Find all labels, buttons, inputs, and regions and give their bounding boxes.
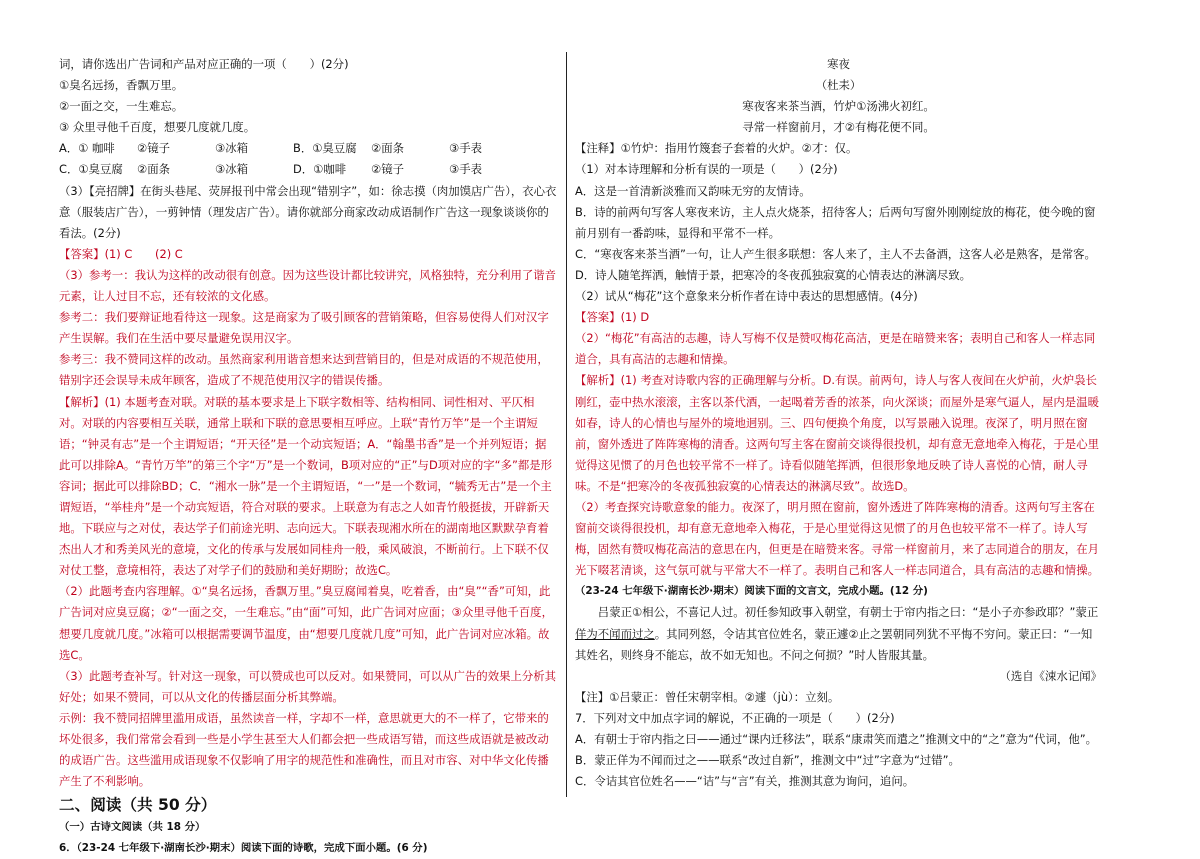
analysis-1: 【解析】(1) 考查对诗歌内容的正确理解与分析。D.有误。前两句，诗人与客人夜间在火炉前，火炉袅长刚红，壶中热水滚滚，主客以茶代酒，一起喝着芳香的浓茶，向火深谈；而屋外是寒气逼人，屋内是温暖如春，诗人的心情也与屋外的境地迥别。三、四句便换个角度，以写景融入说理。夜深了，明月照在窗前，窗外透进了阵阵寒梅的清香。这两句写主客在窗前交谈得很投机，却有意无意地牵入梅花，于是心里觉得这见惯了的月色也较平常不一样了。诗看似随笔挥洒，但很形象地反映了诗人喜悦的心情，耐人寻味。不是“把寒冷的冬夜孤独寂寞的心情表达的淋漓尽致”。故选D。 xyxy=(575,373,1099,493)
option-a-3: ③冰箱 xyxy=(215,141,248,156)
option-a-2: ②镜子 xyxy=(137,141,170,156)
option-a: A．① 咖啡 xyxy=(59,141,115,156)
left-column xyxy=(59,54,557,859)
poem-author: （杜耒） xyxy=(815,78,862,93)
options-row-2 xyxy=(59,159,557,180)
question-intro: 词，请你选出广告词和产品对应正确的一项（ ）(2分) xyxy=(59,57,349,71)
answer-2: （2）“梅花”有高洁的志趣，诗人写梅不仅是赞叹梅花高洁，更是在暗赞来客；表明自己和客人一样志同道合，具有高洁的志趣和情操。 xyxy=(575,331,1096,367)
option-c-3: ③冰箱 xyxy=(215,162,248,177)
reference-2: 参考二：我们要辩证地看待这一现象。这是商家为了吸引顾客的营销策略，但容易使得人们对汉字产生误解。我们在生活中要尽量避免误用汉字。 xyxy=(59,310,549,346)
question-7-b: B．蒙正佯为不闻而过之——联系“改过自新”，推测文中“过”字意为“过错”。 xyxy=(575,753,960,768)
analysis-3: （3）此题考查补写。针对这一现象，可以赞成也可以反对。如果赞同，可以从广告的效果上分析其好处；如果不赞同，可以从文化的传播层面分析其弊端。 xyxy=(59,668,557,704)
choice-a: A．这是一首清新淡雅而又韵味无穷的友情诗。 xyxy=(575,183,811,198)
text-source: （选自《涑水记闻》 xyxy=(999,668,1102,683)
option-b-3: ③手表 xyxy=(449,141,482,156)
classical-text-underlined: 佯为不闻而过之 xyxy=(575,626,655,641)
column-divider xyxy=(566,52,567,797)
ad-line-2: ②一面之交，一生难忘。 xyxy=(59,99,184,114)
poem-line-2: 寻常一样窗前月，才②有梅花便不同。 xyxy=(742,120,935,135)
classical-text-part-1: 吕蒙正①相公，不喜记人过。初任参知政事入朝堂，有朝士于帘内指之曰：“是小子亦参政耶？”蒙正 xyxy=(597,605,1099,620)
option-c-2: ②面条 xyxy=(137,162,170,177)
option-c: C．①臭豆腐 xyxy=(59,162,123,177)
classical-text xyxy=(575,602,1102,665)
poem-title: 寒夜 xyxy=(827,57,850,71)
text-note: 【注】①吕蒙正：曾任宋朝宰相。②遽（jù）：立刻。 xyxy=(575,689,840,704)
reference-1: （3）参考一：我认为这样的改动很有创意。因为这些设计都比较讲究，风格独特，充分利用了谐音元素，让人过目不忘，还有较浓的文化感。 xyxy=(59,267,557,304)
question-7-a: A．有朝士于帘内指之曰——通过“课内迁移法”，联系“康肃笑而遣之”推测文中的“之”意为“代词，他”。 xyxy=(575,732,1098,746)
right-column xyxy=(575,54,1102,792)
choice-c: C．“寒夜客来茶当酒”一句，让人产生很多联想：客人来了，主人不去备酒，这客人必是熟客，是常客。 xyxy=(575,246,1096,261)
example-answer: 示例：我不赞同招牌里滥用成语，虽然读音一样，字却不一样，意思就更大的不一样了，它带来的坏处很多，我们常常会看到一些是小学生甚至大人们都会把一些成语写错，而这些成语就是被改动的成语广告。这些滥用成语现象不仅影响了用字的规范性和准确性，而且对市容、对中华文化传播产生了不利影响。 xyxy=(59,710,549,789)
classical-text-part-2: 。其同列怒，令诘其官位姓名，蒙正遽②止之罢朝同列犹不平悔不穷问。蒙正曰：“一知其姓名，则终身不能忘，故不如无知也。不问之何损？”时人皆服其量。 xyxy=(575,626,1093,662)
reference-3: 参考三：我不赞同这样的改动。虽然商家利用谐音想来达到营销目的，但是对成语的不规范使用，错别字还会误导未成年顾客，造成了不规范使用汉字的错误传播。 xyxy=(59,352,549,388)
analysis-2: （2）此题考查内容理解。①“臭名远扬，香飘万里。”臭豆腐闻着臭，吃着香，由“臭”“香”可知，此广告词对应臭豆腐；②“一面之交，一生难忘。”由“面”可知，此广告词对应面；③众里寻他千百度，想要几度就几度。”冰箱可以根据需要调节温度，由“想要几度就几度”可知，此广告词对应冰箱。故选C。 xyxy=(59,584,553,662)
subsection-title: （一）古诗文阅读（共 18 分） xyxy=(59,821,206,834)
option-d-2: ②镜子 xyxy=(371,162,404,177)
poem-line-1: 寒夜客来茶当酒，竹炉①汤沸火初红。 xyxy=(742,99,935,114)
answer-label: 【答案】(1) D xyxy=(575,310,650,325)
poem-note: 【注释】①竹炉：指用竹篾套子套着的火炉。②才：仅。 xyxy=(575,141,858,156)
option-d-3: ③手表 xyxy=(449,162,482,177)
option-b-2: ②面条 xyxy=(371,141,404,156)
option-b: B．①臭豆腐 xyxy=(293,141,357,156)
options-row-1 xyxy=(59,138,557,159)
question-6: 6．（23-24 七年级下·湖南长沙·期末）阅读下面的诗歌，完成下面小题。(6 分) xyxy=(59,842,428,855)
analysis-1: 【解析】(1) 本题考查对联。对联的基本要求是上下联字数相等、结构相同、词性相对、平仄相对。对联的内容要相互关联，通常上联和下联的意思要相互呼应。上联“青竹万竿”是一个主谓短语；“钟灵有志”是一个主谓短语；“开天径”是一个动宾短语；A．“翰墨书香”是一个并列短语；据此可以排除A。“青竹万竿”的第三个字“万”是一个数词，B项对应的“正”与D项对应的字“多”都是形容词；据此可以排除BD；C．“湘水一脉”是一个主谓短语，“一”是一个数词，“毓秀无古”是一个主谓短语，“举桂舟”是一个动宾短语，符合对联的要求。上联意为有志之人如青竹般挺拔，开辟新天地。下联应与之对仗，表达学子们前途光明、志向远大。下联表现湘水所在的湖南地区默默孕育着杰出人才和秀美风光的意境，文化的传承与发展如同桂舟一般，乘风破浪，不断前行。上下联不仅对仗工整，意境相符，表达了对学子们的鼓励和美好期盼；故选C。 xyxy=(59,394,553,578)
question-7-c: C．令诘其官位姓名——“诘”与“言”有关，推测其意为询问，追问。 xyxy=(575,774,915,789)
choice-d: D．诗人随笔挥洒，触情于景，把寒冷的冬夜孤独寂寞的心情表达的淋漓尽致。 xyxy=(575,267,972,282)
option-d: D．①咖啡 xyxy=(293,162,347,177)
answer-label: 【答案】(1) C (2) C xyxy=(59,246,183,261)
ad-line-3: ③ 众里寻他千百度，想要几度就几度。 xyxy=(59,120,256,135)
question-7-intro: （23-24 七年级下·湖南长沙·期末）阅读下面的文言文，完成小题。(12 分) xyxy=(575,585,928,598)
question-1: （1）对本诗理解和分析有误的一项是（ ）(2分) xyxy=(575,162,838,177)
section-title: 二、阅读（共 50 分） xyxy=(59,796,217,815)
question-7: 7．下列对文中加点字词的解说，不正确的一项是（ ）(2分) xyxy=(575,710,895,725)
choice-b: B．诗的前两句写客人寒夜来访，主人点火烧茶，招待客人；后两句写窗外刚刚绽放的梅花，使今晚的窗前月别有一番韵味，显得和平常不一样。 xyxy=(575,204,1096,240)
ad-line-1: ①臭名远扬，香飘万里。 xyxy=(59,78,184,93)
question-3: （3）【亮招牌】在街头巷尾、荧屏报刊中常会出现“错别字”，如：徐志摸（肉加馍店广告），衣心衣意（服装店广告），一剪钟情（理发店广告）。请你就部分商家改动成语制作广告这一现象谈谈你的看法。(2分) xyxy=(59,183,557,240)
analysis-2: （2）考查探究诗歌意象的能力。夜深了，明月照在窗前，窗外透进了阵阵寒梅的清香。这两句写主客在窗前交谈得很投机，却有意无意地牵入梅花，于是心里觉得这见惯了的月色也较平常不一样了。诗人写梅，固然有赞叹梅花高洁的意思在内，但更是在暗赞来客。寻常一样窗前月，来了志同道合的朋友，在月光下啜茗清谈，这气氛可就与平常大不一样了。表明自己和客人一样志同道合，具有高洁的志趣和情操。 xyxy=(575,499,1099,578)
question-2: （2）试从“梅花”这个意象来分析作者在诗中表达的思想感情。(4分) xyxy=(575,289,918,304)
